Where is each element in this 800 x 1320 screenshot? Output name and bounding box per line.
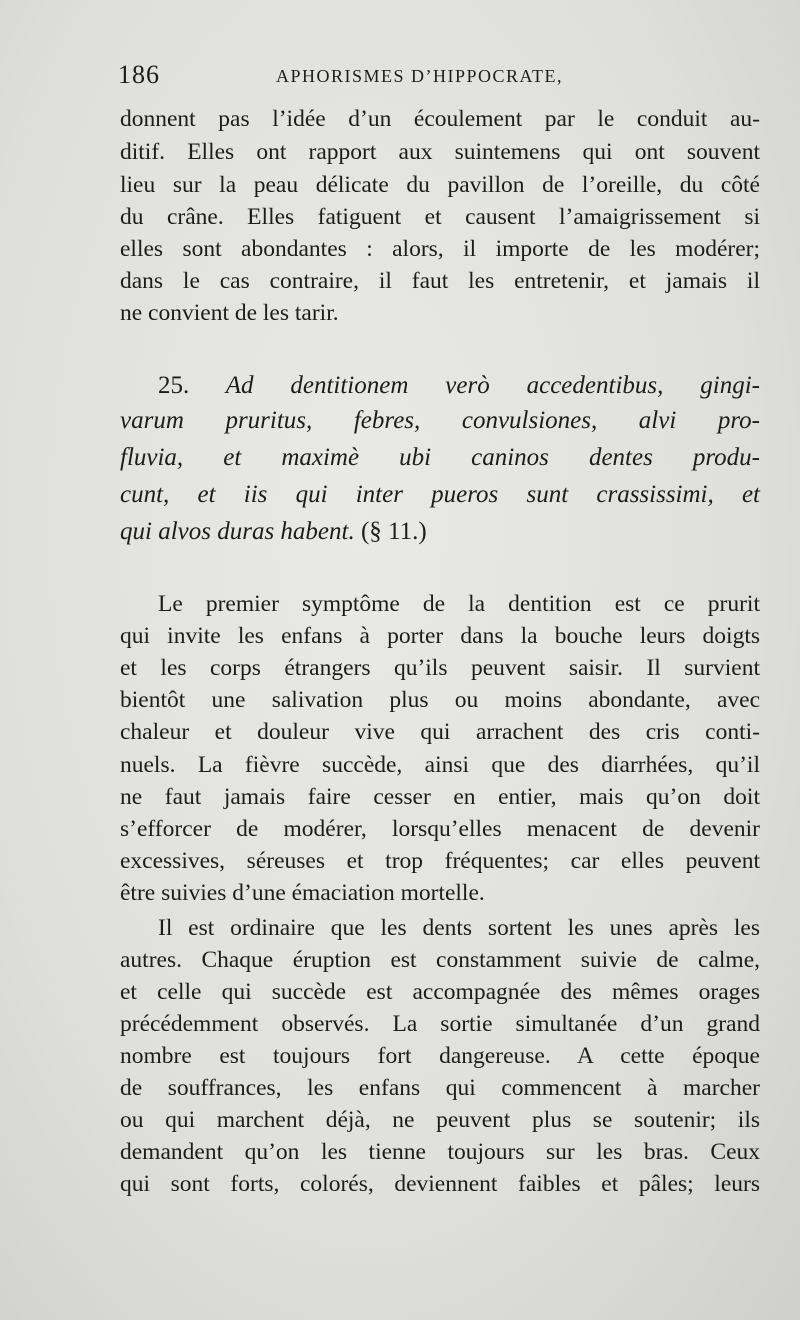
text-line: qui invite les enfans à porter dans la bouche leurs doigts [120,623,760,649]
text-line: ou qui marchent déjà, ne peuvent plus se soutenir; ils [120,1107,760,1133]
text-line: de souffrances, les enfans qui commencent à marcher [120,1075,760,1101]
text-line: bientôt une salivation plus ou moins abondante, avec [120,687,760,713]
text-line: nuels. La fièvre succède, ainsi que des diarrhées, qu’il [120,752,760,778]
text-line: elles sont abondantes : alors, il importe de les modérer; [120,236,760,262]
text-line: qui sont forts, colorés, deviennent faibles et pâles; leurs [120,1171,760,1197]
text-line: dans le cas contraire, il faut les entretenir, et jamais il [120,268,760,294]
aphorism-line: fluvia, et maximè ubi caninos dentes produ- [120,444,760,471]
aphorism-number: 25. [158,372,190,399]
text-line: Il est ordinaire que les dents sortent les unes après les [158,915,760,941]
text-line: Le premier symptôme de la dentition est ce prurit [158,591,760,617]
aphorism-line: cunt, et iis qui inter pueros sunt crassissimi, et [120,481,760,508]
aphorism-text: Ad dentitionem verò accedentibus, gingi- [225,372,760,399]
aphorism-line: varum pruritus, febres, convulsiones, alvi pro- [120,407,760,434]
text-line: donnent pas l’idée d’un écoulement par le conduit au- [120,106,760,132]
text-line: être suivies d’une émaciation mortelle. [120,880,485,906]
text-line: ne convient de les tarir. [120,300,339,326]
section-reference: (§ 11.) [360,518,427,545]
text-line: autres. Chaque éruption est constamment suivie de calme, [120,947,760,973]
aphorism-text: qui alvos duras habent. [120,518,355,545]
text-line: et les corps étrangers qu’ils peuvent saisir. Il survient [120,655,760,681]
text-line: ditif. Elles ont rapport aux suintemens qui ont souvent [120,139,760,165]
text-line: lieu sur la peau délicate du pavillon de l’oreille, du côté [120,172,760,198]
text-line: précédemment observés. La sortie simultanée d’un grand [120,1011,760,1037]
text-line: excessives, séreuses et trop fréquentes; car elles peuvent [120,848,760,874]
text-line: du crâne. Elles fatiguent et causent l’amaigrissement si [120,204,760,230]
text-line: chaleur et douleur vive qui arrachent des cris conti- [120,719,760,745]
page-number: 186 [118,60,160,89]
aphorism-first-line [158,370,760,402]
text-line: et celle qui succède est accompagnée des mêmes orages [120,979,760,1005]
text-line: demandent qu’on les tienne toujours sur les bras. Ceux [120,1139,760,1165]
text-line: ne faut jamais faire cesser en entier, mais qu’on doit [120,784,760,810]
text-line: s’efforcer de modérer, lorsqu’elles menacent de devenir [120,816,760,842]
aphorism-last-line [120,516,760,548]
running-head: APHORISMES D’HIPPOCRATE, [276,66,564,86]
text-line: nombre est toujours fort dangereuse. A cette époque [120,1043,760,1069]
page-header [118,60,768,96]
